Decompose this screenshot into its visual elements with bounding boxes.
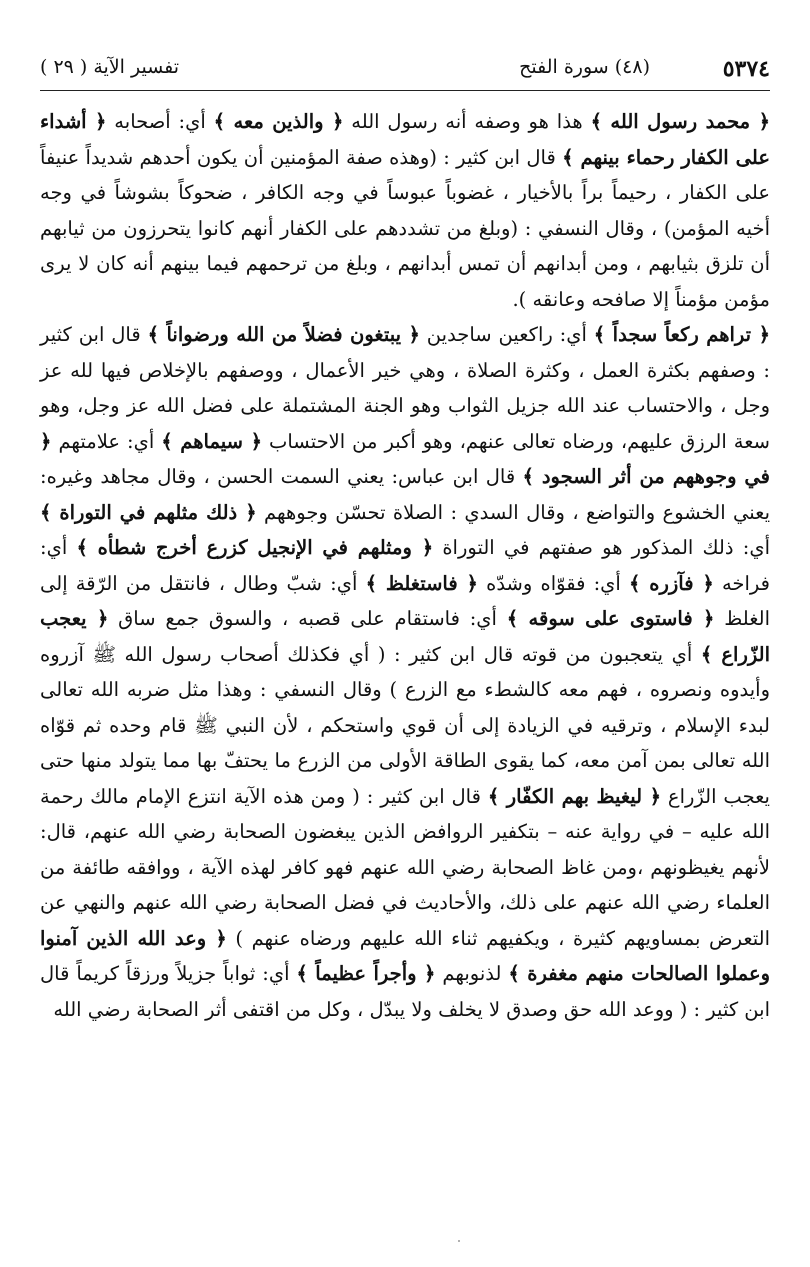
page-number: ٥٣٧٤ xyxy=(722,56,770,82)
quran-phrase: ﴿ ذلك مثلهم في التوراة ﴾ xyxy=(40,500,257,524)
tafsir-title: تفسير الآية ( ٢٩ ) xyxy=(40,56,180,78)
commentary-text: أي: شبّ وطال ، فانتقل من الرّقة إلى الغلظ xyxy=(40,571,770,630)
commentary-text: أي: راكعين ساجدين xyxy=(419,323,594,346)
commentary-text: أي يتعجبون من قوته قال ابن كثير : ( أي فكذلك أصحاب رسول الله ﷺ آزروه وأيدوه ونصروه ، فهم معه كالشطء مع الزرع ) وقال النسفي : وهذا مثل ضربه الله تعالى لبدء الإسلام ، وترقيه في الزيادة إلى أن قوي واستحكم ، لأن النبي ﷺ قام وحده ثم قوّاه الله تعالى بمن آمن معه، كما يقوى الطاقة الأولى من الزرع ما يحتفّ بها مما يتولد منها حتى يعجب الزّراع xyxy=(40,642,770,808)
quran-phrase: ﴿ فاستغلظ ﴾ xyxy=(365,571,478,595)
quran-phrase: ﴿ وعد الله الذين آمنوا وعملوا الصالحات منهم مغفرة ﴾ xyxy=(40,926,770,985)
quran-phrase: ﴿ أشداء على الكفار رحماء بينهم ﴾ xyxy=(40,110,770,169)
paragraph xyxy=(40,317,770,1027)
paragraph xyxy=(40,104,770,317)
page-mark xyxy=(458,1240,460,1242)
commentary-text: أي: علامتهم xyxy=(51,429,162,453)
quran-phrase: ﴿ والذين معه ﴾ xyxy=(213,110,344,133)
surah-title: (٤٨) سورة الفتح xyxy=(519,56,650,78)
quran-phrase: ﴿ وأجراً عظيماً ﴾ xyxy=(296,962,436,985)
tafsir-body xyxy=(40,104,770,1027)
quran-phrase: ﴿ سيماهم ﴾ xyxy=(161,429,262,453)
quran-phrase: ﴿ ليغيظ بهم الكفّار ﴾ xyxy=(487,784,662,808)
commentary-text: هذا هو وصفه أنه رسول الله xyxy=(343,110,591,133)
quran-phrase: ﴿ يعجب الزّراع ﴾ xyxy=(40,607,770,666)
quran-phrase: ﴿ فاستوى على سوقه ﴾ xyxy=(506,607,715,630)
commentary-text: لذنوبهم xyxy=(435,962,509,985)
commentary-text: قال ابن كثير : (وهذه صفة المؤمنين أن يكون أحدهم شديداً عنيفاً على الكفار ، رحيماً براً بالأخيار ، غضوباً عبوساً في وجه الكافر ، ضحوكاً بشوشاً في وجه أخيه المؤمن) ، وقال النسفي : (وبلغ من تشددهم على الكفار أنهم كانوا يتحرزون من ثيابهم أن تلزق بثيابهم ، ومن أبدانهم أن تمس أبدانهم ، وبلغ من ترحمهم فيما بينهم أنه كان لا يرى مؤمن مؤمناً إلا صافحه وعانقه ). xyxy=(40,145,770,311)
page-header xyxy=(40,50,770,91)
commentary-text: قال ابن كثير : ( ومن هذه الآية انتزع الإمام مالك رحمة الله عليه – في رواية عنه – بتكفير الروافض الذين يبغضون الصحابة رضي الله عنهم، قال: لأنهم يغيظونهم ،ومن غاظ الصحابة رضي الله عنهم فهو كافر لهذه الآية ، ووافقه طائفة من العلماء رضي الله عنهم على ذلك، والأحاديث في فضل الصحابة رضي الله عنهم والنهي عن التعرض بمساويهم كثيرة ، ويكفيهم ثناء الله عليهم ورضاه عنهم ) xyxy=(40,784,770,950)
quran-phrase: ﴿ في وجوههم من أثر السجود ﴾ xyxy=(40,429,771,488)
quran-phrase: ﴿ يبتغون فضلاً من الله ورضواناً ﴾ xyxy=(147,323,420,346)
commentary-text: أي: ذلك المذكور هو صفتهم في التوراة xyxy=(433,536,771,559)
commentary-text: أي: أصحابه xyxy=(106,110,214,133)
commentary-text: أي: ثواباً جزيلاً ورزقاً كريماً قال ابن كثير : ( ووعد الله حق وصدق لا يخلف ولا يبدّل ، وكل من اقتفى أثر الصحابة رضي الله xyxy=(40,962,770,1021)
quran-phrase: ﴿ فآزره ﴾ xyxy=(629,571,714,595)
quran-phrase: ﴿ محمد رسول الله ﴾ xyxy=(590,110,770,133)
commentary-text: أي: فقوّاه وشدّه xyxy=(477,571,630,595)
quran-phrase: ﴿ تراهم ركعاً سجداً ﴾ xyxy=(593,323,770,346)
commentary-text: قال ابن عباس: يعني السمت الحسن ، وقال مجاهد وغيره: يعني الخشوع والتواضع ، وقال السدي : الصلاة تحسّن وجوههم xyxy=(40,465,770,524)
commentary-text: أي: فاستقام على قصبه ، والسوق جمع ساق xyxy=(108,607,507,630)
quran-phrase: ﴿ ومثلهم في الإنجيل كزرع أخرج شطأه ﴾ xyxy=(76,536,434,559)
commentary-text: أي: فراخه xyxy=(40,536,770,595)
commentary-text: قال ابن كثير : وصفهم بكثرة العمل ، وكثرة الصلاة ، وهي خير الأعمال ، ووصفهم بالإخلاص فيها لله عز وجل ، والاحتساب عند الله جزيل الثواب وهو الجنة المشتملة على فضل الله عز وجل، وهو سعة الرزق عليهم، ورضاه تعالى عنهم، وهو أكبر من الاحتساب xyxy=(40,323,770,453)
